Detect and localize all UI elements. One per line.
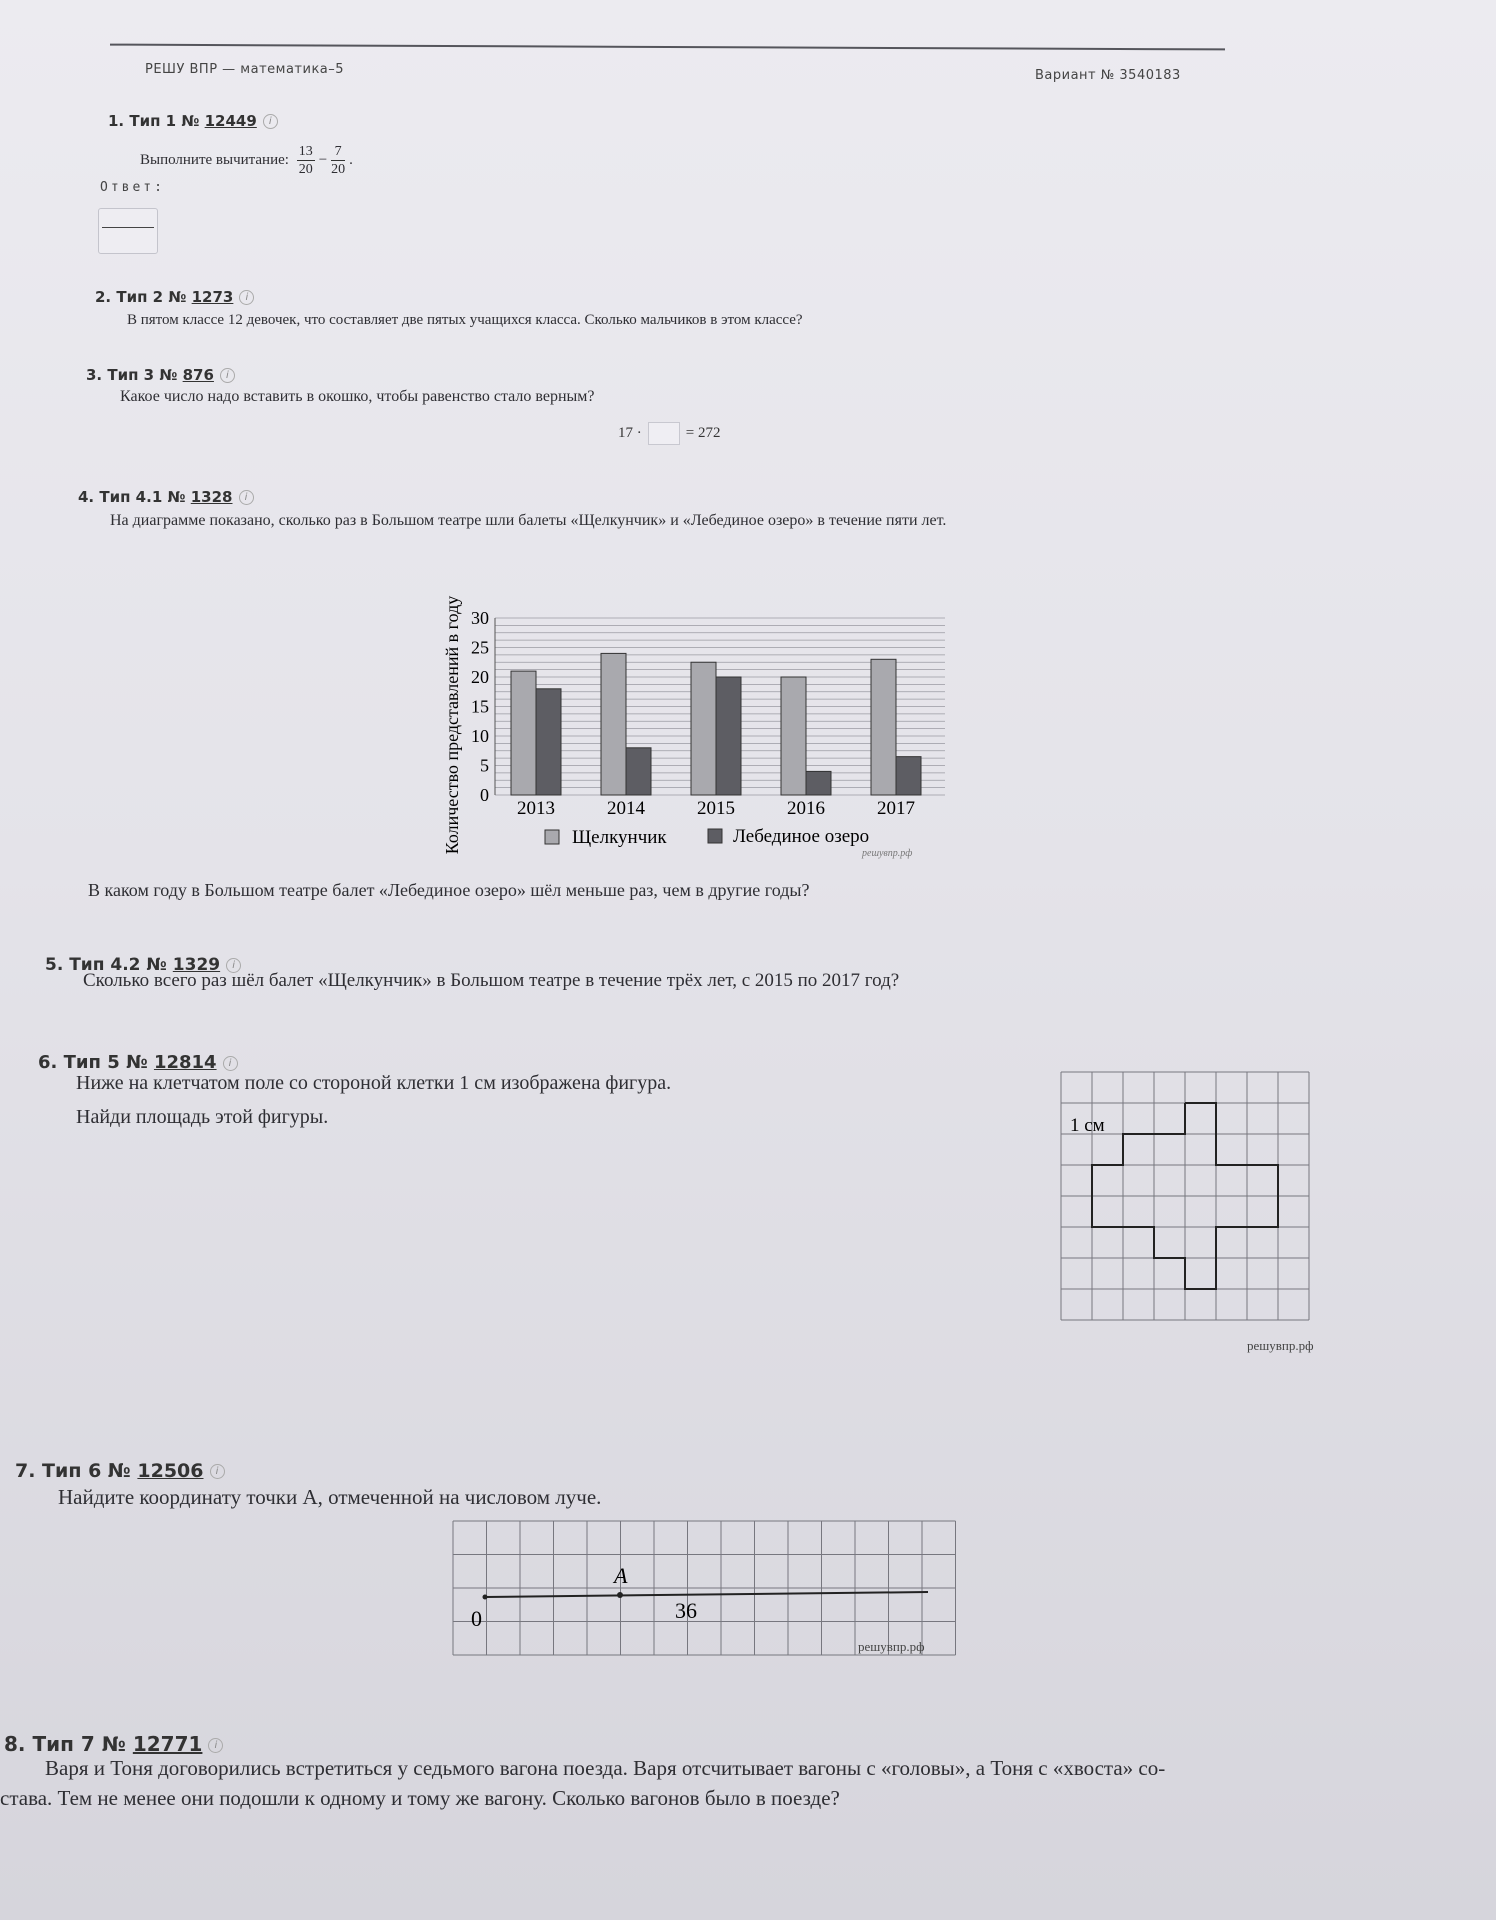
task-3-title: 3. Тип 3 № 876 i [86, 366, 235, 384]
chart-y-ticks [471, 608, 489, 805]
chart-y-axis-label: Количество представлений в году [442, 595, 462, 855]
info-icon[interactable]: i [208, 1738, 223, 1753]
info-icon[interactable]: i [223, 1056, 238, 1071]
info-icon[interactable]: i [220, 368, 235, 383]
number-ray-grid [453, 1521, 956, 1655]
y-tick-label: 5 [480, 755, 489, 776]
info-icon[interactable]: i [226, 958, 241, 973]
legend-label-swan-lake: Лебединое озеро [733, 826, 870, 847]
task-1-title: 1. Тип 1 № 12449 i [108, 112, 278, 130]
y-tick-label: 10 [471, 726, 489, 746]
task-2-title: 2. Тип 2 № 1273 i [95, 288, 254, 306]
task-5-text: Сколько всего раз шёл балет «Щелкунчик» в Большом театре в течение трёх лет, с 2015 по 2017 год? [83, 970, 900, 991]
y-tick-label: 25 [471, 637, 489, 658]
equation-blank[interactable] [648, 422, 680, 445]
x-tick-label: 2016 [787, 798, 825, 819]
task-3-number-link[interactable]: 876 [182, 366, 214, 384]
task-4-number-link[interactable]: 1328 [190, 488, 233, 506]
mark-36-label: 36 [675, 1598, 697, 1623]
number-ray [485, 1592, 928, 1597]
task-8-text-2: става. Тем не менее они подошли к одному и тому же вагону. Сколько вагонов было в поезде? [0, 1786, 840, 1810]
bar-swan-lake-2015 [716, 677, 741, 795]
task-8-number-link[interactable]: 12771 [132, 1732, 203, 1756]
task-7-number-link[interactable]: 12506 [137, 1460, 204, 1482]
bar-swan-lake-2016 [806, 771, 831, 795]
info-icon[interactable]: i [263, 114, 278, 129]
chart-x-ticks [517, 798, 915, 819]
task-5-title: 5. Тип 4.2 № 1329 i [45, 955, 241, 975]
bar-swan-lake-2017 [896, 757, 921, 795]
bar-swan-lake-2014 [626, 748, 651, 795]
legend-swatch-nutcracker [545, 830, 559, 844]
task-7-title: 7. Тип 6 № 12506 i [15, 1460, 225, 1482]
bar-nutcracker-2015 [691, 662, 716, 795]
x-tick-label: 2014 [607, 798, 645, 819]
task-1-text: Выполните вычитание: $\frac{13}{20}$ − $\frac{7}{20}$ . [140, 144, 353, 177]
y-tick-label: 0 [480, 785, 489, 805]
header-variant: Вариант № 3540183 [1035, 68, 1181, 83]
chart-watermark: решувпр.рф [862, 848, 913, 859]
header-site: РЕШУ ВПР — математика–5 [145, 62, 345, 77]
info-icon[interactable]: i [239, 290, 254, 305]
info-icon[interactable]: i [239, 490, 254, 505]
task-3-text: Какое число надо вставить в окошко, чтобы равенство стало верным? [120, 388, 595, 405]
task-7-text: Найдите координату точки A, отмеченной на числовом луче. [58, 1485, 602, 1509]
task-6-title: 6. Тип 5 № 12814 i [38, 1052, 238, 1073]
task-4-text: На диаграмме показано, сколько раз в Большом театре шли балеты «Щелкунчик» и «Лебединое озеро» в течение пяти лет. [110, 512, 947, 529]
fraction-1: $\frac{13}{20}$ [298, 144, 313, 177]
task-1-number-link[interactable]: 12449 [204, 112, 257, 130]
chart-bars [511, 653, 921, 795]
chart-legend [545, 826, 869, 848]
x-tick-label: 2015 [697, 798, 735, 819]
zero-label: 0 [471, 1606, 482, 1631]
bar-swan-lake-2013 [536, 689, 561, 795]
bar-nutcracker-2016 [781, 677, 806, 795]
area-grid-figure [1055, 1068, 1335, 1368]
task-6-number-link[interactable]: 12814 [153, 1052, 217, 1073]
fraction-2: $\frac{7}{20}$ [331, 144, 346, 177]
point-a [617, 1592, 623, 1598]
task-8-text-1: Варя и Тоня договорились встретиться у седьмого вагона поезда. Варя отсчитывает вагоны с «головы», а Тоня с «хвоста» со- [45, 1756, 1166, 1780]
top-rule [110, 44, 1225, 51]
x-tick-label: 2017 [877, 798, 915, 819]
task-2-number-link[interactable]: 1273 [191, 288, 234, 306]
point-a-label: A [614, 1563, 628, 1588]
number-ray-figure [450, 1518, 960, 1683]
task-4-title: 4. Тип 4.1 № 1328 i [78, 488, 254, 506]
y-tick-label: 15 [471, 696, 489, 717]
task-6-text-1: Ниже на клетчатом поле со стороной клетки 1 см изображена фигура. [76, 1072, 672, 1094]
y-tick-label: 20 [471, 667, 489, 687]
ray-watermark: решувпр.рф [858, 1639, 925, 1654]
x-tick-label: 2013 [517, 798, 555, 819]
answer-label: Ответ: [100, 180, 165, 195]
equation: 17 · = 272 [618, 422, 720, 445]
y-tick-label: 30 [471, 608, 489, 628]
ray-origin-point [483, 1595, 488, 1600]
task-2-text: В пятом классе 12 девочек, что составляет две пятых учащихся класса. Сколько мальчиков в этом классе? [127, 312, 803, 328]
grid-watermark: решувпр.рф [1247, 1338, 1314, 1353]
legend-swatch-swan-lake [708, 829, 722, 843]
task-6-text-2: Найди площадь этой фигуры. [76, 1106, 329, 1128]
answer-input[interactable] [98, 208, 158, 254]
grid-scale-label: 1 см [1070, 1115, 1105, 1136]
ballet-bar-chart [415, 540, 975, 870]
task-8-title: 8. Тип 7 № 12771 i [4, 1732, 223, 1756]
bar-nutcracker-2017 [871, 659, 896, 795]
bar-nutcracker-2014 [601, 653, 626, 795]
task-5-number-link[interactable]: 1329 [172, 955, 221, 975]
bar-nutcracker-2013 [511, 671, 536, 795]
task-4-question: В каком году в Большом театре балет «Лебединое озеро» шёл меньше раз, чем в другие годы? [88, 880, 810, 900]
info-icon[interactable]: i [210, 1464, 225, 1479]
legend-label-nutcracker: Щелкунчик [572, 827, 667, 848]
